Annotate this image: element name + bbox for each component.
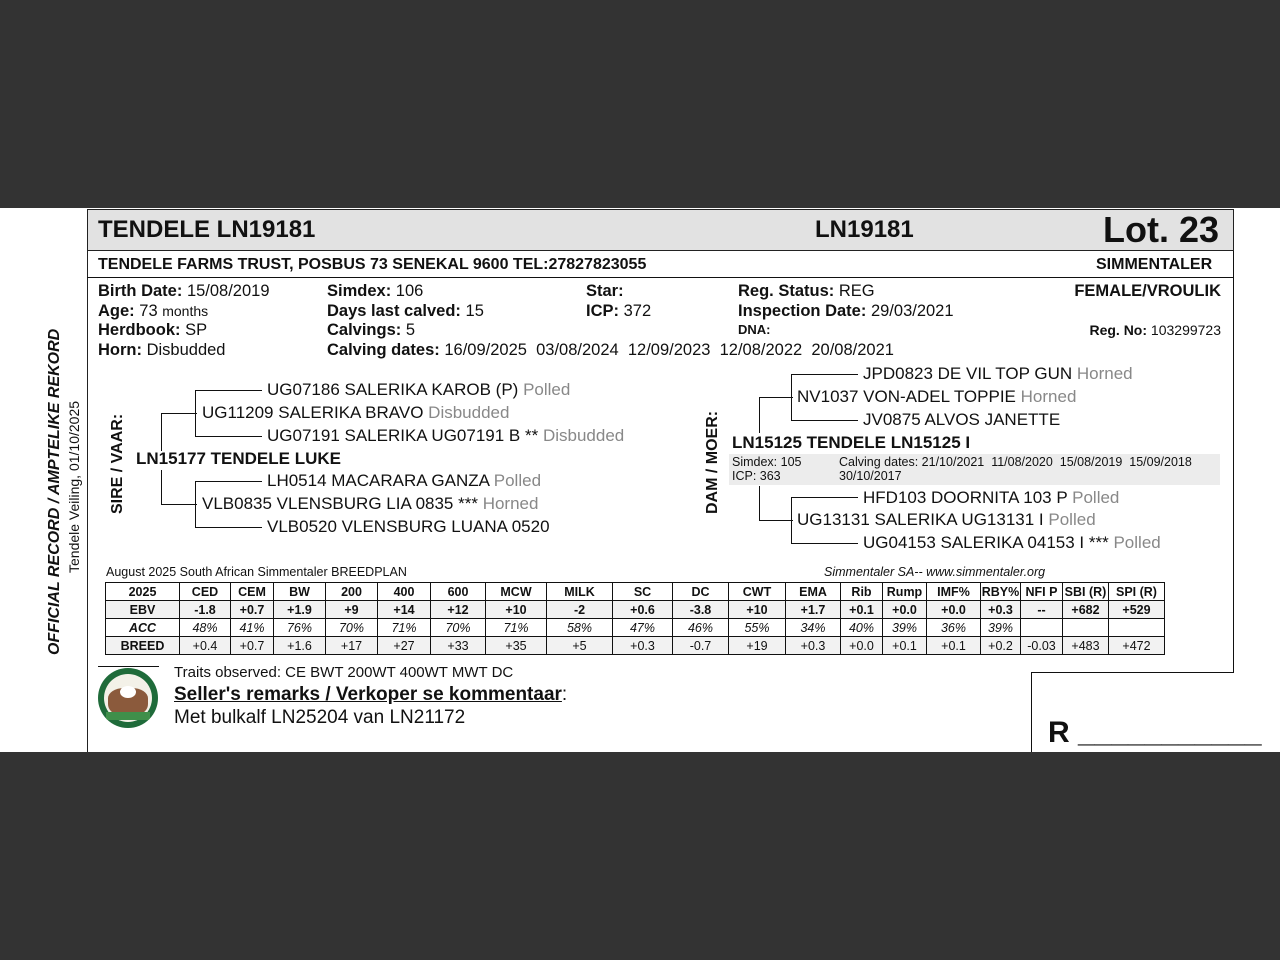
ebv-cell: 41% [231,619,274,637]
official-record: OFFICIAL RECORD / AMPTELIKE REKORD [46,328,63,655]
ebv-header-cell: EMA [786,583,841,601]
ebv-cell: +0.7 [231,637,274,655]
sire-label: SIRE / VAAR: [109,413,126,514]
ebv-cell: 47% [613,619,673,637]
sire-dam: VLB0835 VLENSBURG LIA 0835 *** Horned [202,494,539,513]
ebv-cell: +0.3 [981,601,1021,619]
ebv-cell: +0.3 [613,637,673,655]
dam-dam-sire: HFD103 DOORNITA 103 P Polled [863,488,1120,507]
ebv-cell: +35 [486,637,547,655]
ebv-cell: +0.7 [231,601,274,619]
ebv-cell [1063,619,1109,637]
sire-sire-sire: UG07186 SALERIKA KAROB (P) Polled [267,380,571,399]
ebv-cell: +0.1 [927,637,981,655]
ebv-header-cell: IMF% [927,583,981,601]
dam-sire: NV1037 VON-ADEL TOPPIE Horned [797,387,1077,406]
animal-name: TENDELE LN19181 [98,216,316,243]
ebv-cell: +27 [378,637,431,655]
ebv-cell: 71% [378,619,431,637]
horn: Horn: Disbudded [98,341,226,359]
breed: SIMMENTALER [1096,256,1213,273]
acc-row [106,619,1165,637]
ebv-cell: 71% [486,619,547,637]
days-last-calved: Days last calved: 15 [327,302,484,320]
ebv-header-cell: SC [613,583,673,601]
reg-code: LN19181 [815,216,914,243]
ebv-header-cell: 600 [431,583,486,601]
ebv-cell: +5 [547,637,613,655]
herdbook: Herdbook: SP [98,321,208,339]
ebv-row-label: EBV [106,601,180,619]
ebv-header-cell: NFI P [1021,583,1063,601]
ebv-cell: +0.0 [841,637,883,655]
ebv-cell: -2 [547,601,613,619]
dam-label: DAM / MOER: [704,410,721,514]
sire-name: LN15177 TENDELE LUKE [136,449,341,468]
ebv-cell: +9 [326,601,378,619]
icp: ICP: 372 [586,302,652,320]
calving-dates: Calving dates: 16/09/2025 03/08/2024 12/09/2023 12/08/2022 20/08/2021 [327,341,894,359]
lot-number: Lot. 23 [1103,209,1220,250]
ebv-row [106,601,1165,619]
ebv-cell: +682 [1063,601,1109,619]
dam-sire-sire: JPD0823 DE VIL TOP GUN Horned [863,364,1133,383]
ebv-cell: -- [1021,601,1063,619]
reg-no: Reg. No: 103299723 [1089,322,1221,338]
sire-sire: UG11209 SALERIKA BRAVO Disbudded [202,403,510,422]
ebv-header-cell: Rump [883,583,927,601]
ebv-cell: 55% [729,619,786,637]
ebv-cell: +10 [486,601,547,619]
ebv-row-label: ACC [106,619,180,637]
dam-calving-dates: Calving dates: 21/10/2021 11/08/2020 15/08/2019 15/09/2018 [839,455,1192,469]
ebv-cell: 58% [547,619,613,637]
breedplan-caption: August 2025 South African Simmentaler BREEDPLAN [106,565,407,579]
traits-observed: Traits observed: CE BWT 200WT 400WT MWT DC [174,664,514,681]
ebv-cell: 39% [981,619,1021,637]
sire-dam-sire: LH0514 MACARARA GANZA Polled [267,471,542,490]
remarks-text: Met bulkalf LN25204 van LN21172 [174,707,466,728]
sale-info: Tendele Veiling, 01/10/2025 [66,400,82,573]
ebv-cell: 48% [180,619,231,637]
ebv-row-label: BREED [106,637,180,655]
ebv-cell [1109,619,1165,637]
ebv-cell: +17 [326,637,378,655]
dam-icp: ICP: 363 [732,469,781,483]
ebv-cell: +529 [1109,601,1165,619]
ebv-header-cell: MCW [486,583,547,601]
ebv-cell: +12 [431,601,486,619]
dam-simdex: Simdex: 105 [732,455,802,469]
sire-dam-dam: VLB0520 VLENSBURG LUANA 0520 [267,517,550,536]
sex: FEMALE/VROULIK [1074,282,1221,300]
ebv-cell: 39% [883,619,927,637]
ebv-cell: 46% [673,619,729,637]
ebv-header-cell: BW [274,583,326,601]
simdex: Simdex: 106 [327,282,424,300]
dna: DNA: [738,322,771,337]
ebv-cell: +14 [378,601,431,619]
ebv-cell: -0.03 [1021,637,1063,655]
dam-calving-dates-2: 30/10/2017 [839,469,902,483]
ebv-cell: 36% [927,619,981,637]
ebv-cell: +33 [431,637,486,655]
ebv-cell: +19 [729,637,786,655]
calvings: Calvings: 5 [327,321,416,339]
ebv-cell: 34% [786,619,841,637]
ebv-header-cell: 200 [326,583,378,601]
sire-sire-dam: UG07191 SALERIKA UG07191 B ** Disbudded [267,426,625,445]
ebv-cell: +0.2 [981,637,1021,655]
ebv-cell: +10 [729,601,786,619]
ebv-cell: +0.6 [613,601,673,619]
ebv-cell: +0.3 [786,637,841,655]
ebv-header-cell: DC [673,583,729,601]
ebv-header-cell: SBI (R) [1063,583,1109,601]
price-field[interactable]: R ___________ [1048,716,1262,749]
ebv-cell: +1.9 [274,601,326,619]
ebv-cell: -3.8 [673,601,729,619]
ebv-header-cell: MILK [547,583,613,601]
star: Star: [586,282,624,300]
ebv-header-cell: RBY% [981,584,1020,599]
ebv-cell: +1.7 [786,601,841,619]
ebv-cell: +0.4 [180,637,231,655]
ebv-cell: 76% [274,619,326,637]
ebv-cell: +0.1 [883,637,927,655]
ebv-cell: +0.1 [841,601,883,619]
ebv-table [105,582,1165,655]
inspection-date: Inspection Date: 29/03/2021 [738,302,954,320]
ebv-header-cell: CWT [729,583,786,601]
ebv-header-cell: SPI (R) [1109,583,1165,601]
dam-name: LN15125 TENDELE LN15125 I [732,433,971,452]
breed-row [106,637,1165,655]
ebv-cell: -1.8 [180,601,231,619]
ebv-header-row [106,583,1165,601]
ebv-cell: +0.0 [883,601,927,619]
dam-sire-dam: JV0875 ALVOS JANETTE [863,410,1061,429]
breedplan-site: Simmentaler SA-- www.simmentaler.org [824,565,1046,579]
ebv-cell: +472 [1109,637,1165,655]
ebv-header-cell: Rib [841,583,883,601]
ebv-header-cell: CED [180,583,231,601]
ebv-cell: -0.7 [673,637,729,655]
ebv-cell [1021,619,1063,637]
ebv-cell: 40% [841,619,883,637]
ebv-cell: +483 [1063,637,1109,655]
ebv-header-cell: CEM [231,583,274,601]
ebv-header-cell: 2025 [106,583,180,601]
ebv-cell: +0.0 [927,601,981,619]
age: Age: 73 months [98,302,209,320]
reg-status: Reg. Status: REG [738,282,875,300]
simmentaler-logo [98,668,158,728]
dam-dam: UG13131 SALERIKA UG13131 I Polled [797,510,1096,529]
ebv-cell: +1.6 [274,637,326,655]
owner: TENDELE FARMS TRUST, POSBUS 73 SENEKAL 9600 TEL:27827823055 [98,256,647,273]
ebv-cell: 70% [326,619,378,637]
birth-date: Birth Date: 15/08/2019 [98,282,270,300]
ebv-cell: 70% [431,619,486,637]
ebv-header-cell: 400 [378,583,431,601]
remarks-title: Seller's remarks / Verkoper se kommentaar: [174,684,568,705]
dam-dam-dam: UG04153 SALERIKA 04153 I *** Polled [863,533,1161,552]
